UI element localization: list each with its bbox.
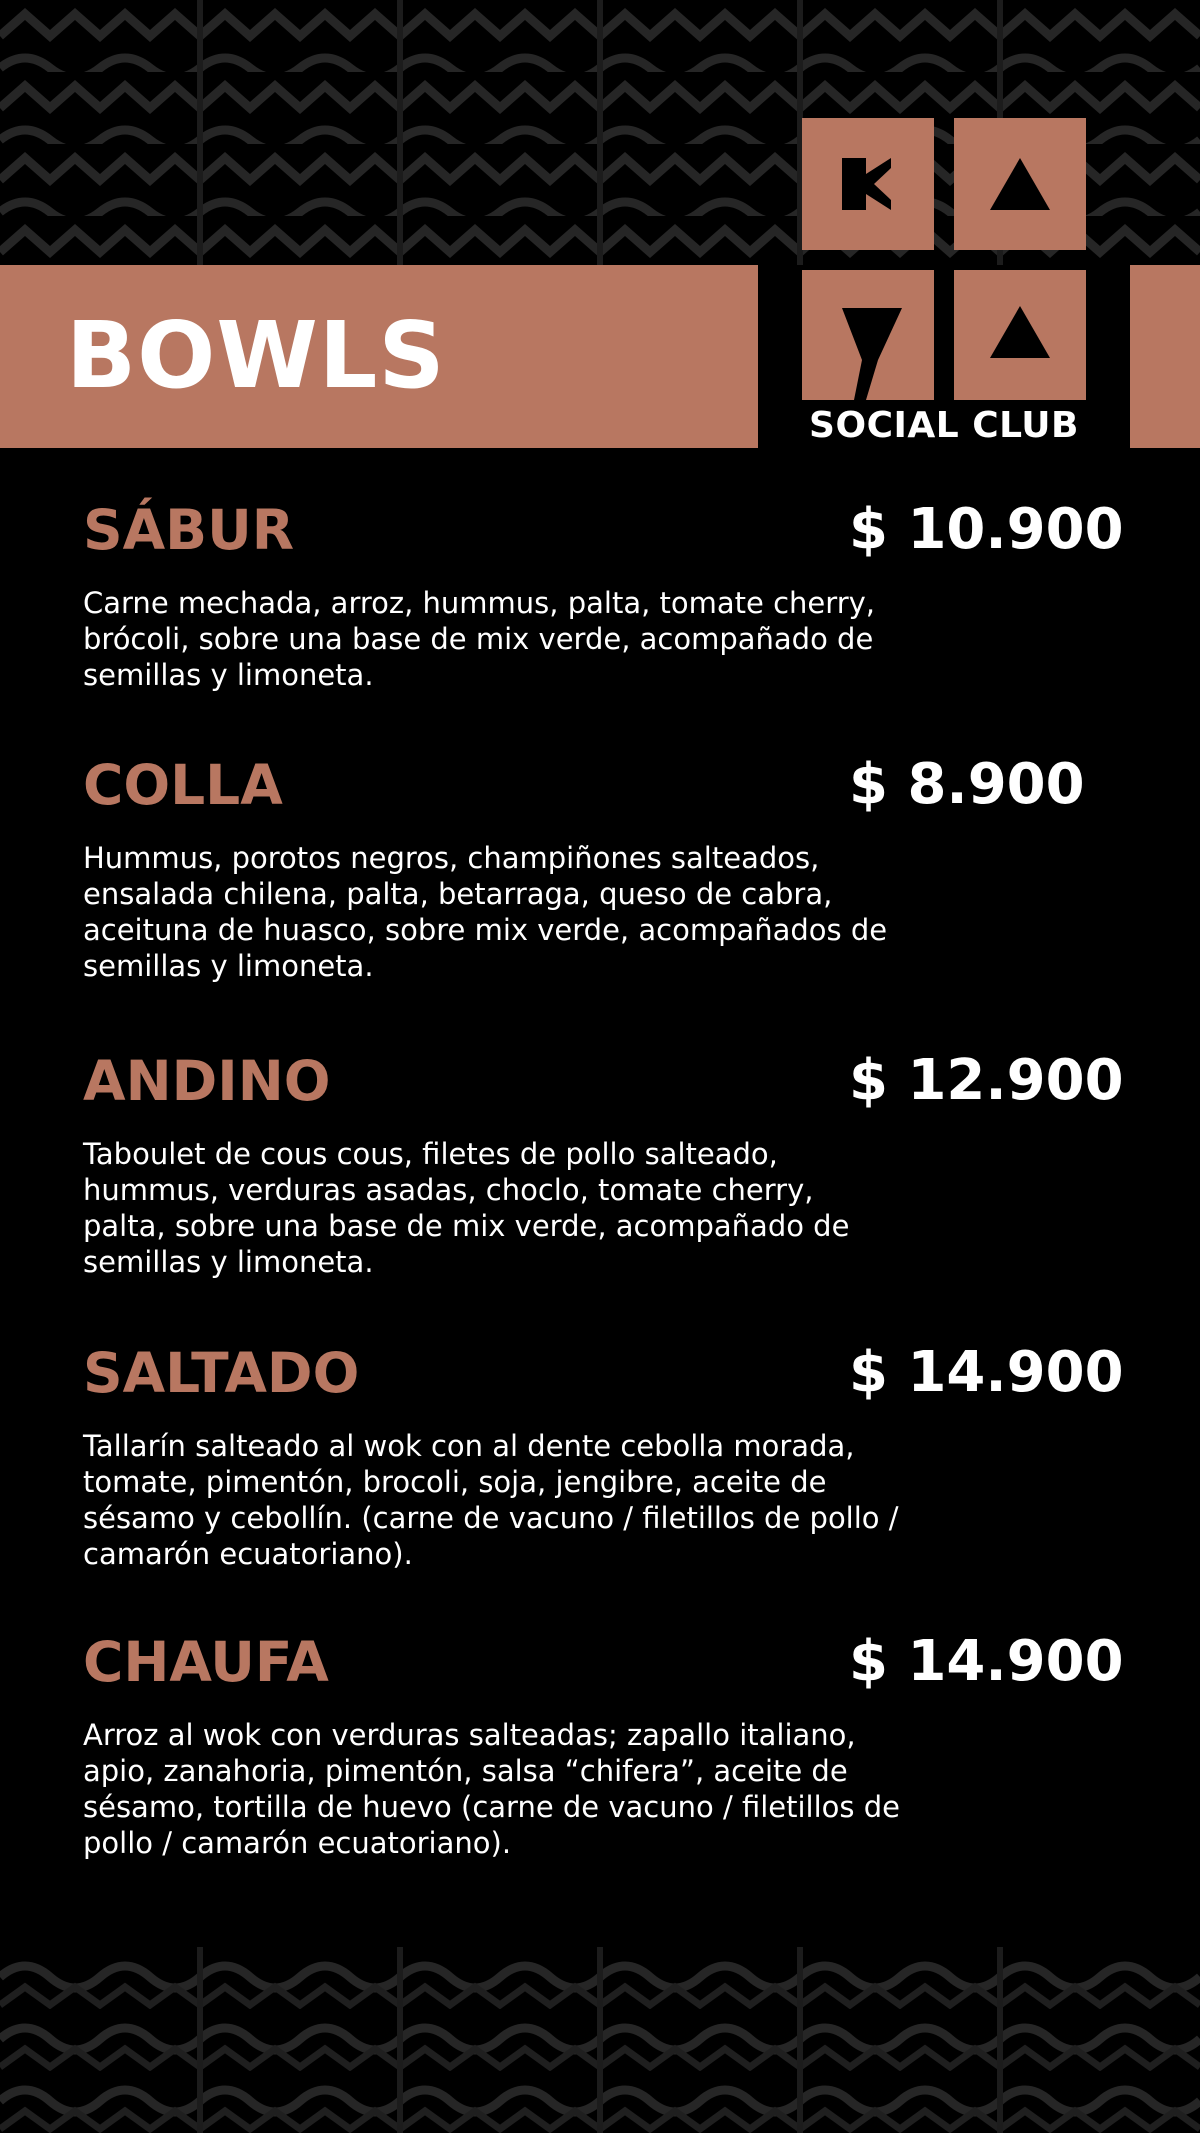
logo: [802, 118, 1086, 452]
item-price: $ 10.900: [849, 497, 1124, 562]
section-title: BOWLS: [66, 302, 446, 409]
triangle-up-icon: [954, 270, 1086, 400]
item-price: $ 12.900: [849, 1048, 1124, 1113]
right-accent-strip: [1130, 265, 1200, 448]
item-name: ANDINO: [83, 1049, 331, 1113]
item-name: CHAUFA: [83, 1630, 329, 1694]
item-price: $ 8.900: [849, 752, 1085, 817]
item-price: $ 14.900: [849, 1340, 1124, 1405]
item-name: COLLA: [83, 753, 283, 817]
item-name: SÁBUR: [83, 498, 295, 562]
item-description: Tallarín salteado al wok con al dente cebolla morada, tomate, pimentón, brocoli, soja, jengibre, aceite de sésamo y cebollín. (carne de vacuno / filetillos de pollo / camarón ecuatoriano).: [83, 1429, 899, 1571]
item-price: $ 14.900: [849, 1629, 1124, 1694]
bottom-wave-pattern: [0, 1947, 1200, 2133]
k-shape-icon: [802, 118, 934, 250]
logo-text: SOCIAL CLUB: [809, 405, 1079, 446]
item-name: SALTADO: [83, 1341, 360, 1405]
item-description: Carne mechada, arroz, hummus, palta, tomate cherry, brócoli, sobre una base de mix verde, acompañado de semillas y limoneta.: [83, 586, 875, 692]
y-shape-icon: [802, 270, 934, 400]
item-description: Hummus, porotos negros, champiñones salteados, ensalada chilena, palta, betarraga, queso de cabra, aceituna de huasco, sobre mix verde, acompañados de semillas y limoneta.: [83, 841, 888, 983]
item-description: Taboulet de cous cous, filetes de pollo salteado, hummus, verduras asadas, choclo, tomate cherry, palta, sobre una base de mix verde, acompañado de semillas y limoneta.: [83, 1137, 850, 1279]
triangle-up-icon: [954, 118, 1086, 250]
item-description: Arroz al wok con verduras salteadas; zapallo italiano, apio, zanahoria, pimentón, salsa “chifera”, aceite de sésamo, tortilla de huevo (carne de vacuno / filetillos de pollo / camarón ecuatoriano).: [83, 1718, 900, 1860]
logo-tiles: [802, 118, 1086, 400]
